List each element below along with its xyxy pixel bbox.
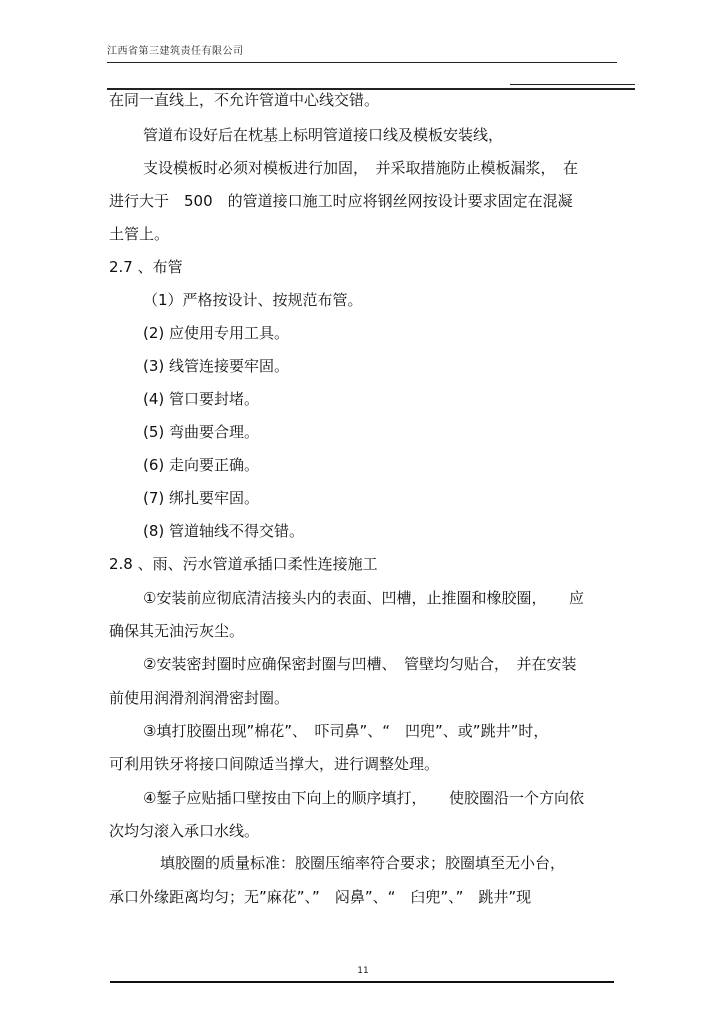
- body-line: 进行大于 500 的管道接口施工时应将钢丝网按设计要求固定在混凝: [109, 192, 573, 210]
- company-name: 江西省第三建筑责任有限公司: [107, 46, 244, 57]
- list-item: (5) 弯曲要合理。: [143, 423, 260, 441]
- section-heading: 2.7 、布管: [109, 258, 183, 276]
- list-item: (2) 应使用专用工具。: [143, 324, 290, 342]
- list-item: （1）严格按设计、按规范布管。: [143, 291, 363, 309]
- body-line: ③填打胶圈出现”棉花”、 吓司鼻”、“ 凹兜”、或”跳井”时，: [143, 722, 549, 740]
- list-item: (4) 管口要封堵。: [143, 390, 260, 408]
- body-line: 填胶圈的质量标准：胶圈压缩率符合要求；胶圈填至无小台，: [160, 854, 566, 872]
- body-line: 确保其无油污灰尘。: [109, 622, 245, 640]
- footer-rule: [110, 981, 614, 983]
- list-item: (8) 管道轴线不得交错。: [143, 522, 305, 540]
- body-line: 次均匀滚入承口水线。: [109, 822, 260, 840]
- body-line: 在同一直线上，不允许管道中心线交错。: [109, 91, 380, 109]
- list-item: (7) 绑扎要牢固。: [143, 489, 260, 507]
- body-line: 土管上。: [109, 225, 170, 243]
- section-heading: 2.8 、雨、污水管道承插口柔性连接施工: [109, 555, 378, 573]
- header-rule-short: [510, 84, 635, 85]
- body-line: 前使用润滑剂润滑密封圈。: [109, 689, 290, 707]
- header-rule: [107, 62, 617, 63]
- body-line: ①安装前应彻底清洁接头内的表面、凹槽，止推圈和橡胶圈， 应: [143, 589, 584, 607]
- list-item: (3) 线管连接要牢固。: [143, 357, 290, 375]
- list-item: (6) 走向要正确。: [143, 456, 260, 474]
- page-number: 11: [357, 966, 369, 976]
- body-line: ②安装密封圈时应确保密封圈与凹槽、 管壁均匀贴合， 并在安装: [143, 655, 577, 673]
- body-line: 可利用铁牙将接口间隙适当撑大，进行调整处理。: [109, 755, 440, 773]
- body-line: ④錾子应贴插口壁按由下向上的顺序填打， 使胶圈沿一个方向依: [143, 789, 584, 807]
- body-line: 承口外缘距离均匀；无”麻花”、” 闷鼻”、“ 臼兜”、” 跳井”现: [109, 888, 532, 906]
- body-line: 管道布设好后在枕基上标明管道接口线及模板安装线，: [143, 126, 504, 144]
- body-line: 支设模板时必须对模板进行加固， 并采取措施防止模板漏浆， 在: [143, 159, 579, 177]
